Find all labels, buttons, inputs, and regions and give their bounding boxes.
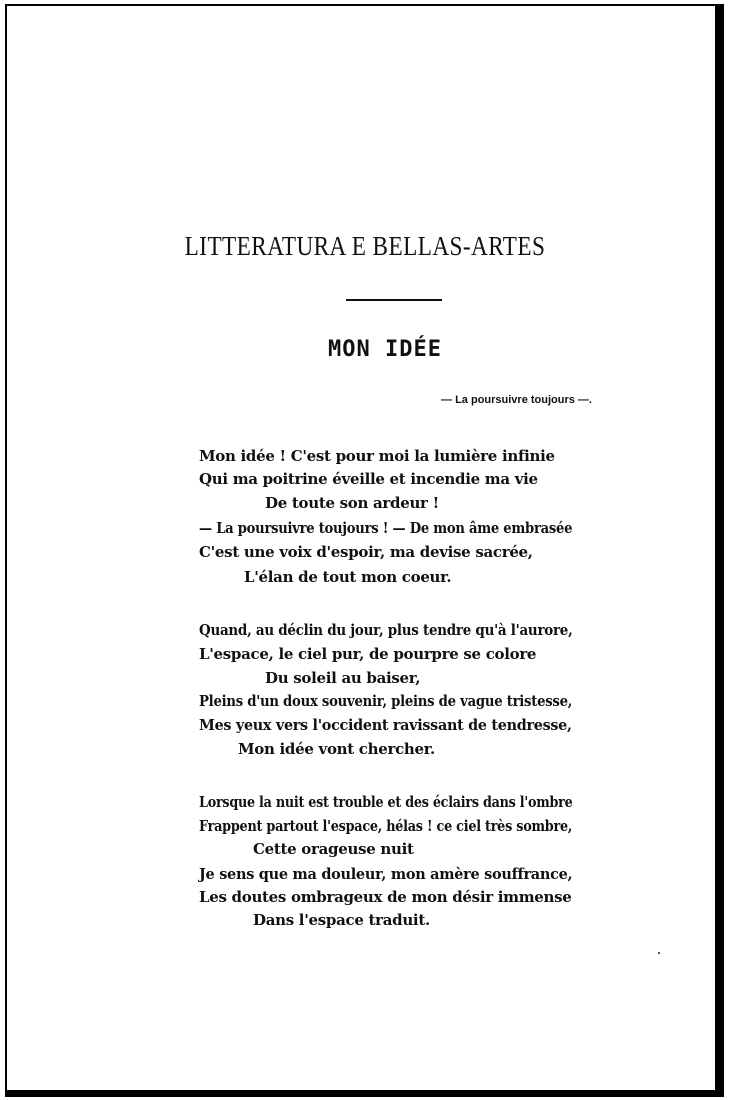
title-divider	[346, 299, 442, 301]
verse-line: Je sens que ma douleur, mon amère souffrance,	[199, 865, 573, 883]
verse-line: C'est une voix d'espoir, ma devise sacrée,	[199, 543, 533, 561]
verse-line: Pleins d'un doux souvenir, pleins de vague tristesse,	[199, 692, 573, 710]
verse-line: L'espace, le ciel pur, de pourpre se colore	[199, 645, 537, 663]
verse-line: De toute son ardeur !	[265, 494, 439, 512]
verse-line: — La poursuivre toujours ! — De mon âme embrasée	[199, 519, 573, 537]
verse-line: Les doutes ombrageux de mon désir immense	[199, 888, 572, 906]
poem-title: MON IDÉE	[328, 337, 442, 362]
verse-line: Frappent partout l'espace, hélas ! ce ciel très sombre,	[199, 817, 573, 835]
verse-line: Quand, au déclin du jour, plus tendre qu'à l'aurore,	[199, 621, 573, 639]
section-title: LITTERATURA E BELLAS-ARTES	[184, 231, 546, 261]
verse-line: Lorsque la nuit est trouble et des éclairs dans l'ombre	[199, 793, 573, 811]
verse-line: Qui ma poitrine éveille et incendie ma vie	[199, 470, 538, 488]
verse-line: Cette orageuse nuit	[253, 840, 414, 858]
poem-epigraph: — La poursuivre toujours —.	[441, 394, 592, 406]
print-speck	[658, 952, 660, 954]
verse-line: Mon idée vont chercher.	[238, 740, 435, 758]
verse-line: Dans l'espace traduit.	[253, 911, 430, 929]
verse-line: Mon idée ! C'est pour moi la lumière infinie	[199, 447, 555, 465]
verse-line: Du soleil au baiser,	[265, 669, 421, 687]
verse-line: Mes yeux vers l'occident ravissant de tendresse,	[199, 716, 572, 734]
verse-line: L'élan de tout mon coeur.	[244, 568, 452, 586]
